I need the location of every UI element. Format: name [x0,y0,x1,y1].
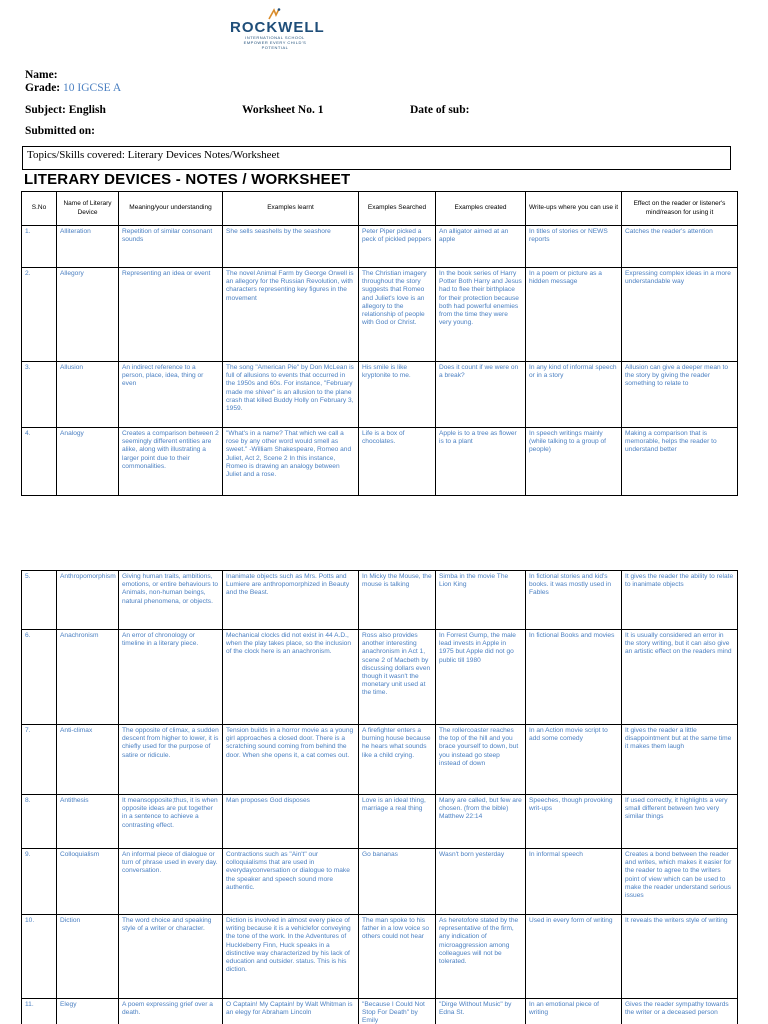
cell-examples-searched: A firefighter enters a burning house because he hears what sounds like a child crying. [359,725,436,795]
cell-device-name: Colloquialism [57,849,119,915]
table-row [22,725,738,795]
cell-write-ups: In speech writings mainly (while talking to a group of people) [526,428,622,496]
cell-examples-learnt: Tension builds in a horror movie as a young girl approaches a closed door. There is a scratching sound coming from behind the door. When she opens it, a cat comes out. [223,725,359,795]
cell-examples-searched: The man spoke to his father in a low voice so others could not hear [359,915,436,999]
cell-sno: 9. [22,849,57,915]
grade-line [25,82,121,94]
cell-meaning: An indirect reference to a person, place, idea, thing or even [119,362,223,428]
cell-write-ups: In titles of stories or NEWS reports [526,226,622,268]
literary-devices-table-1 [21,191,738,496]
header-device-name: Name of Literary Device [57,192,119,226]
cell-meaning: Giving human traits, ambitions, emotions, or entire behaviours to Animals, non-human beings, natural phenomena, or objects. [119,571,223,630]
cell-effect: Allusion can give a deeper mean to the story by giving the reader something to relate to [622,362,738,428]
cell-device-name: Anachronism [57,630,119,725]
cell-write-ups: Used in every form of writing [526,915,622,999]
cell-effect: It is usually considered an error in the story writing, but it can also give an artistic effect on the readers mind [622,630,738,725]
cell-meaning: Creates a comparison between 2 seemingly different entities are alike, along with illustrating a larger point due to their commonalities. [119,428,223,496]
cell-effect: If used correctly, it highlights a very small different between two very similar things [622,795,738,849]
submitted-on-label: Submitted on: [25,125,95,137]
table-row [22,268,738,362]
header-meaning: Meaning/your understanding [119,192,223,226]
cell-sno: 3. [22,362,57,428]
cell-meaning: It meansopposite;thus, it is when opposite ideas are put together in a sentence to achieve a contrasting effect. [119,795,223,849]
header-sno: S.No [22,192,57,226]
cell-sno: 11. [22,999,57,1024]
page-title: LITERARY DEVICES - NOTES / WORKSHEET [24,171,351,188]
table-row [22,226,738,268]
cell-device-name: Anthropomorphism [57,571,119,630]
worksheet-label: Worksheet No. 1 [242,104,324,116]
cell-meaning: The opposite of climax, a sudden descent from higher to lower, it is chiefly used for the purpose of satire or ridicule. [119,725,223,795]
cell-meaning: An informal piece of dialogue or turn of phrase used in every day. conversation. [119,849,223,915]
school-name: ROCKWELL [230,19,325,36]
cell-examples-searched: Peter Piper picked a peck of pickled peppers [359,226,436,268]
table-row [22,362,738,428]
cell-sno: 5. [22,571,57,630]
cell-examples-learnt: The novel Animal Farm by George Orwell is an allegory for the Russian Revolution, with characters representing key figures in the movement [223,268,359,362]
cell-effect: It gives the reader a little disappointment but at the same time it makes them laugh [622,725,738,795]
cell-sno: 10. [22,915,57,999]
cell-device-name: Alliteration [57,226,119,268]
literary-devices-table-2 [21,570,738,1024]
date-of-submission-label: Date of sub: [410,104,470,116]
table-row [22,999,738,1024]
cell-examples-created: Does it count if we were on a break? [436,362,526,428]
header-write-ups: Write-ups where you can use it [526,192,622,226]
cell-sno: 4. [22,428,57,496]
cell-examples-searched: In Micky the Mouse, the mouse is talking [359,571,436,630]
cell-meaning: An error of chronology or timeline in a literary piece. [119,630,223,725]
cell-meaning: Repetition of similar consonant sounds [119,226,223,268]
cell-sno: 1. [22,226,57,268]
cell-device-name: Elegy [57,999,119,1024]
cell-effect: Catches the reader's attention [622,226,738,268]
cell-effect: Gives the reader sympathy towards the writer or a deceased person [622,999,738,1024]
cell-write-ups: In a poem or picture as a hidden message [526,268,622,362]
cell-device-name: Analogy [57,428,119,496]
cell-device-name: Anti-climax [57,725,119,795]
subject-label: Subject: English [25,104,106,116]
cell-device-name: Diction [57,915,119,999]
name-label: Name: [25,69,58,81]
cell-device-name: Antithesis [57,795,119,849]
cell-examples-learnt: Mechanical clocks did not exist in 44 A.D., when the play takes place, so the inclusion of the clock here is an anachronism. [223,630,359,725]
cell-write-ups: Speeches, though provoking writ-ups [526,795,622,849]
cell-examples-searched: Love is an ideal thing, marriage a real thing [359,795,436,849]
cell-effect: It reveals the writers style of writing [622,915,738,999]
cell-examples-created: Simba in the movie The Lion King [436,571,526,630]
cell-write-ups: In an emotional piece of writing [526,999,622,1024]
school-logo [230,8,325,50]
cell-examples-searched: His smile is like kryptonite to me. [359,362,436,428]
cell-examples-created: An alligator aimed at an apple [436,226,526,268]
cell-examples-learnt: Diction is involved in almost every piece of writing because it is a vehiclefor conveying the tone of the work. In the Adventures of Huckleberry Finn, Huck speaks in a distinctive way characterized by his lack of education and outsider. status. This is his diction. [223,915,359,999]
school-tagline: EMPOWER EVERY CHILD'S POTENTIAL [243,40,307,50]
cell-effect: It gives the reader the ability to relate to inanimate objects [622,571,738,630]
cell-examples-created: "Dirge Without Music" by Edna St. [436,999,526,1024]
cell-examples-searched: The Christian imagery throughout the story suggests that Romeo and Juliet's love is an allegory to the relationship of people with God or Christ. [359,268,436,362]
cell-examples-learnt: Contractions such as "Ain't" our colloquialisms that are used in everydayconversation or dialogue to make the speaker and speech sound more authentic. [223,849,359,915]
table-row [22,795,738,849]
cell-examples-learnt: Inanimate objects such as Mrs. Potts and Lumiere are anthropomorphized in Beauty and the Beast. [223,571,359,630]
topics-box [22,146,731,170]
grade-label: Grade: [25,82,61,94]
cell-meaning: Representing an idea or event [119,268,223,362]
header-effect: Effect on the reader or listener's mind/reason for using it [622,192,738,226]
cell-meaning: A poem expressing grief over a death. [119,999,223,1024]
cell-examples-created: Apple is to a tree as flower is to a plant [436,428,526,496]
cell-write-ups: In any kind of informal speech or in a story [526,362,622,428]
cell-sno: 2. [22,268,57,362]
cell-write-ups: In an Action movie script to add some comedy [526,725,622,795]
table-row [22,428,738,496]
school-subtitle: INTERNATIONAL SCHOOL [245,35,305,40]
cell-examples-created: Wasn't born yesterday [436,849,526,915]
cell-sno: 7. [22,725,57,795]
cell-sno: 6. [22,630,57,725]
cell-write-ups: In informal speech [526,849,622,915]
cell-device-name: Allusion [57,362,119,428]
cell-examples-searched: Life is a box of chocolates. [359,428,436,496]
header-examples-learnt: Examples learnt [223,192,359,226]
cell-examples-learnt: The song "American Pie" by Don McLean is full of allusions to events that occurred in the 1950s and 60s. For instance, "February made me shiver" is an allusion to the plane crash that killed Buddy Holly on February 3, 1959. [223,362,359,428]
cell-write-ups: In fictional Books and movies [526,630,622,725]
table-header-row [22,192,738,226]
cell-examples-learnt: "What's in a name? That which we call a rose by any other word would smell as sweet." -William Shakespeare, Romeo and Juliet, Act 2, Scene 2 In this instance, Romeo is drawing an analogy between Juliet and a rose. [223,428,359,496]
cell-effect: Making a comparison that is memorable, helps the reader to understand better [622,428,738,496]
cell-examples-created: The rollercoaster reaches the top of the hill and you brace yourself to down, but you instead go steep instead of down [436,725,526,795]
cell-examples-searched: "Because I Could Not Stop For Death" by Emily [359,999,436,1024]
table-row [22,849,738,915]
topics-text: Topics/Skills covered: Literary Devices Notes/Worksheet [27,149,280,161]
cell-examples-created: In the book series of Harry Potter Both Harry and Jesus had to flee their birthplace for their protection because both had powerful enemies from the time they were very young. [436,268,526,362]
cell-examples-learnt: O Captain! My Captain! by Walt Whitman is an elegy for Abraham Lincoln [223,999,359,1024]
table-2-clip [21,570,739,1024]
cell-examples-created: In Forrest Gump, the male lead invests in Apple in 1975 but Apple did not go public till 1980 [436,630,526,725]
header-examples-searched: Examples Searched [359,192,436,226]
cell-write-ups: In fictional stories and kid's books. it was mostly used in Fables [526,571,622,630]
grade-value: 10 IGCSE A [63,82,122,94]
table-row [22,915,738,999]
cell-examples-searched: Ross also provides another interesting anachronism in Act 1, scene 2 of Macbeth by discussing dollars even though it wasn't the monetary unit used at the time. [359,630,436,725]
cell-device-name: Allegory [57,268,119,362]
table-row [22,571,738,630]
cell-examples-learnt: Man proposes God disposes [223,795,359,849]
cell-meaning: The word choice and speaking style of a writer or character. [119,915,223,999]
cell-examples-learnt: She sells seashells by the seashore [223,226,359,268]
cell-effect: Creates a bond between the reader and writes, which makes it easier for the reader to agree to the writers point of view which can be used to make the reader understand serious issues [622,849,738,915]
cell-examples-created: As heretofore stated by the representative of the firm, any indication of microaggression among colleagues will not be tolerated. [436,915,526,999]
header-examples-created: Examples created [436,192,526,226]
table-row [22,630,738,725]
cell-examples-searched: Go bananas [359,849,436,915]
cell-examples-created: Many are called, but few are chosen. (from the bible) Matthew 22:14 [436,795,526,849]
cell-effect: Expressing complex ideas in a more understandable way [622,268,738,362]
cell-sno: 8. [22,795,57,849]
